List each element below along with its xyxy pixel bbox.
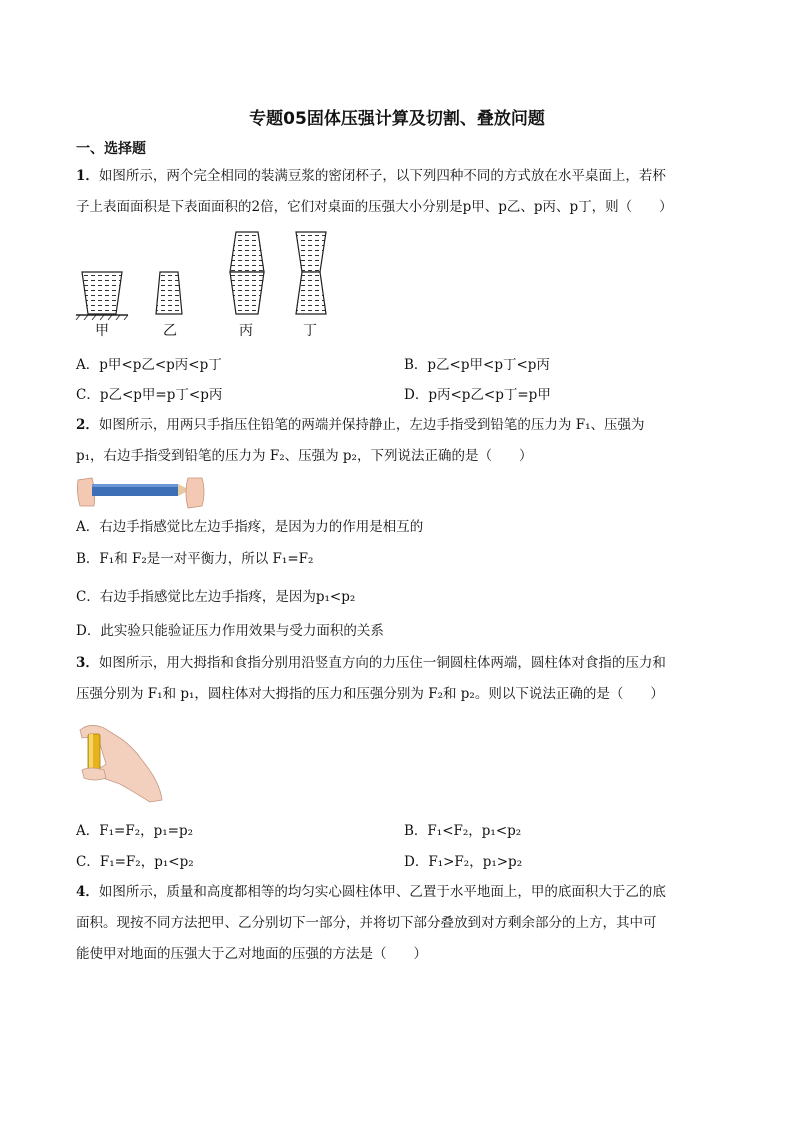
q4-text-1: 如图所示，质量和高度都相等的均匀实心圆柱体甲、乙置于水平地面上，甲的底面积大于乙的底 [98, 884, 666, 900]
label-yi: 乙 [163, 323, 177, 339]
section-heading: 一、选择题 [76, 141, 146, 157]
q3-line1 [76, 653, 666, 673]
q3-option-a[interactable]: A．F₁=F₂，p₁=p₂ [76, 823, 194, 839]
pencil-fingers-figure [76, 472, 206, 512]
q2-option-c[interactable]: C．右边手指感觉比左边手指疼，是因为p₁<p₂ [76, 589, 356, 605]
q1-line1 [76, 166, 666, 186]
q3-option-c[interactable]: C．F₁=F₂，p₁<p₂ [76, 854, 194, 870]
q1-option-d[interactable]: D．p丙<p乙<p丁=p甲 [404, 387, 551, 403]
q1-option-b[interactable]: B．p乙<p甲<p丁<p丙 [404, 357, 550, 373]
q1-text-2: 子上表面面积是下表面面积的2倍，它们对桌面的压强大小分别是p甲、p乙、p丙、p丁，则（ ） [76, 199, 673, 215]
cylinder-hand-figure [80, 720, 164, 804]
q3-option-d[interactable]: D．F₁>F₂，p₁>p₂ [404, 854, 523, 870]
q2-number: 2． [76, 417, 99, 433]
q3-text-2: 压强分别为 F₁和 p₁，圆柱体对大拇指的压力和压强分别为 F₂和 p₂。则以下说法正确的是（ ） [76, 686, 664, 702]
q2-text-1: 如图所示，用两只手指压住铅笔的两端并保持静止，左边手指受到铅笔的压力为 F₁、压强为 [98, 417, 645, 433]
cup-yi [156, 272, 182, 314]
q4-text-3: 能使甲对地面的压强大于乙对地面的压强的方法是（ ） [76, 946, 427, 962]
q1-number: 1． [76, 168, 99, 184]
q3-option-b[interactable]: B．F₁<F₂，p₁<p₂ [404, 823, 522, 839]
label-ding: 丁 [303, 323, 317, 339]
q2-option-a[interactable]: A．右边手指感觉比左边手指疼，是因为力的作用是相互的 [76, 519, 424, 535]
cup-bing [230, 232, 264, 314]
label-bing: 丙 [239, 323, 253, 339]
q3-text-1: 如图所示，用大拇指和食指分别用沿竖直方向的力压住一铜圆柱体两端，圆柱体对食指的压力和 [98, 655, 666, 671]
q4-text-2: 面积。现按不同方法把甲、乙分别切下一部分，并将切下部分叠放到对方剩余部分的上方，其中可 [76, 915, 657, 931]
label-jia: 甲 [95, 323, 109, 339]
q4-line1 [76, 882, 666, 902]
q4-number: 4． [76, 884, 99, 900]
q3-number: 3． [76, 655, 99, 671]
q2-text-2: p₁，右边手指受到铅笔的压力为 F₂、压强为 p₂，下列说法正确的是（ ） [76, 448, 533, 464]
q1-option-a[interactable]: A．p甲<p乙<p丙<p丁 [76, 357, 222, 373]
q2-option-b[interactable]: B．F₁和 F₂是一对平衡力，所以 F₁=F₂ [76, 551, 314, 567]
cup-jia [76, 272, 128, 320]
cup-ding [296, 232, 326, 314]
page-title: 专题05固体压强计算及切割、叠放问题 [249, 109, 545, 129]
q1-text-1: 如图所示，两个完全相同的装满豆浆的密闭杯子，以下列四种不同的方式放在水平桌面上，若杯 [98, 168, 666, 184]
q1-option-c[interactable]: C．p乙<p甲=p丁<p丙 [76, 387, 223, 403]
q2-option-d[interactable]: D．此实验只能验证压力作用效果与受力面积的关系 [76, 623, 384, 639]
q2-line1 [76, 415, 644, 435]
